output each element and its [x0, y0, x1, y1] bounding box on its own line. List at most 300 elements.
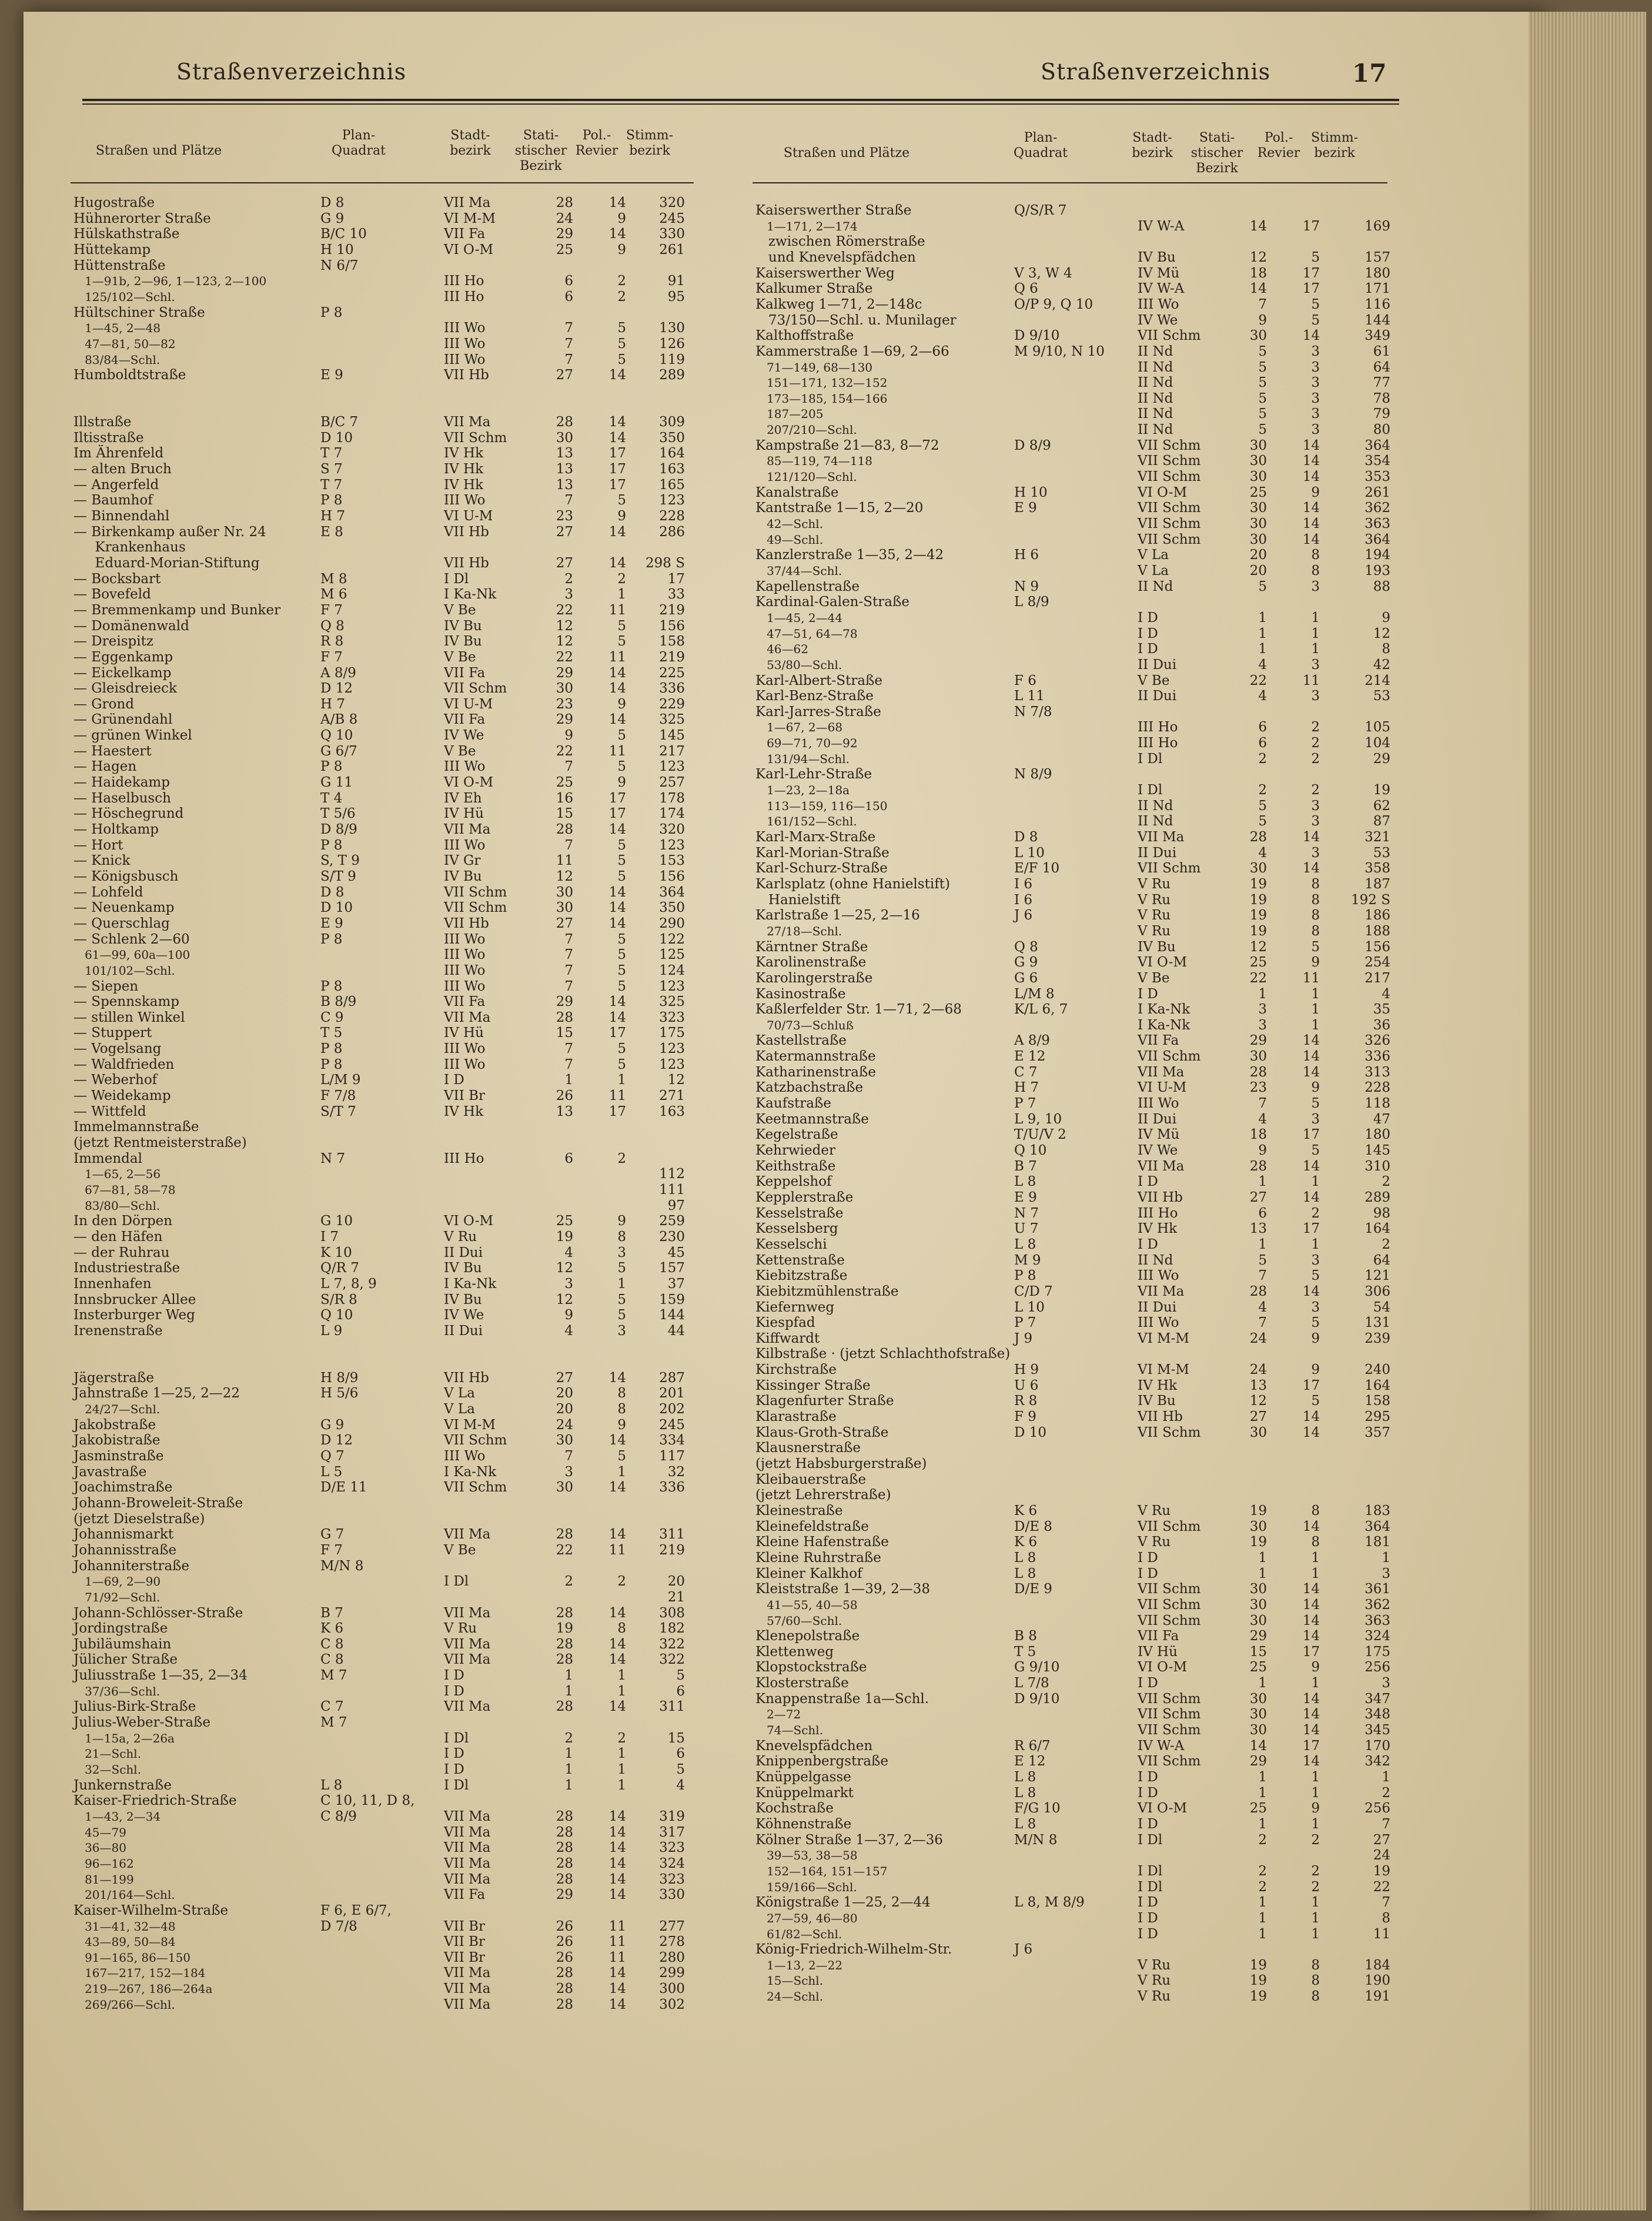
stadtbezirk: V Be [444, 1542, 476, 1558]
statistischer-bezirk: 30 [1249, 1722, 1267, 1738]
street-name: Javastraße [73, 1464, 147, 1480]
pol-revier: 5 [1311, 1268, 1320, 1284]
statistischer-bezirk: 24 [556, 210, 573, 226]
stimmbezirk: 130 [659, 320, 685, 336]
street-name: 269/266—Schl. [73, 1997, 175, 2012]
street-name: Klagenfurter Straße [755, 1393, 894, 1409]
plan-quadrat: L 7/8 [1014, 1675, 1049, 1691]
statistischer-bezirk: 27 [556, 555, 573, 571]
street-name: — stillen Winkel [73, 1009, 185, 1025]
stimmbezirk: 325 [659, 712, 685, 728]
stimmbezirk: 358 [1365, 861, 1390, 877]
statistischer-bezirk: 28 [556, 1636, 573, 1652]
street-name: Kaiserswerther Straße [755, 203, 912, 218]
plan-quadrat: T 5 [1014, 1644, 1036, 1660]
stimmbezirk: 2 [1382, 1785, 1390, 1801]
stadtbezirk: VII Ma [444, 195, 491, 210]
street-name: 70/73—Schluß [755, 1018, 854, 1032]
statistischer-bezirk: 29 [556, 994, 573, 1010]
stadtbezirk: VII Br [444, 1088, 485, 1104]
statistischer-bezirk: 19 [556, 1229, 573, 1245]
pol-revier: 14 [608, 1996, 626, 2012]
street-name: Kaßlerfelder Str. 1—71, 2—68 [755, 1002, 962, 1018]
stadtbezirk: I D [1138, 1816, 1158, 1832]
stimmbezirk: 330 [659, 226, 685, 242]
street-name: 201/164—Schl. [73, 1888, 175, 1902]
street-name: Johanniterstraße [73, 1558, 190, 1574]
stimmbezirk: 363 [1365, 516, 1390, 531]
plan-quadrat: A 8/9 [1014, 1033, 1050, 1049]
statistischer-bezirk: 9 [1258, 312, 1267, 328]
statistischer-bezirk: 15 [556, 806, 573, 822]
street-name: Kilbstraße · (jetzt Schlachthofstraße) [755, 1346, 1011, 1362]
statistischer-bezirk: 27 [556, 1370, 573, 1386]
stadtbezirk: II Nd [1138, 578, 1173, 594]
plan-quadrat: E 8 [320, 524, 343, 540]
street-name: Johann-Broweleit-Straße [73, 1495, 243, 1511]
plan-quadrat: R 8 [1014, 1393, 1038, 1409]
statistischer-bezirk: 25 [1249, 1801, 1267, 1817]
stadtbezirk: III Ho [444, 289, 484, 305]
statistischer-bezirk: 27 [556, 524, 573, 540]
plan-quadrat: N 6/7 [320, 257, 359, 273]
stadtbezirk: VII Hb [444, 524, 489, 540]
stadtbezirk: IV Eh [444, 790, 482, 806]
statistischer-bezirk: 19 [1249, 1957, 1267, 1973]
pol-revier: 3 [1311, 1111, 1320, 1127]
stadtbezirk: VII Hb [444, 915, 489, 931]
street-name: — Waldfrieden [73, 1056, 175, 1072]
stimmbezirk: 298 S [646, 555, 685, 571]
stadtbezirk: II Nd [1138, 359, 1173, 375]
stimmbezirk: 240 [1365, 1362, 1390, 1378]
pol-revier: 14 [1302, 1691, 1320, 1707]
pol-revier: 5 [1311, 312, 1320, 328]
statistischer-bezirk: 3 [1258, 1002, 1267, 1018]
plan-quadrat: E 12 [1014, 1049, 1046, 1065]
pol-revier: 14 [608, 1605, 626, 1621]
pol-revier: 14 [608, 1370, 626, 1386]
stimmbezirk: 191 [1365, 1989, 1390, 2005]
stimmbezirk: 158 [1365, 1393, 1390, 1409]
street-name: 1—45, 2—44 [755, 610, 843, 625]
street-name: Eduard-Morian-Stiftung [73, 555, 260, 571]
statistischer-bezirk: 1 [564, 1746, 573, 1762]
stimmbezirk: 9 [1382, 610, 1390, 626]
statistischer-bezirk: 22 [556, 649, 573, 665]
stadtbezirk: VII Ma [1138, 1158, 1185, 1174]
plan-quadrat: C 8 [320, 1652, 344, 1668]
pol-revier: 14 [608, 1871, 626, 1887]
stimmbezirk: 123 [659, 759, 685, 775]
statistischer-bezirk: 16 [556, 790, 573, 806]
stimmbezirk: 313 [1365, 1064, 1390, 1080]
plan-quadrat: T 5/6 [320, 806, 356, 822]
street-name: Kanalstraße [755, 484, 839, 500]
stimmbezirk: 4 [1382, 986, 1390, 1002]
statistischer-bezirk: 29 [556, 712, 573, 728]
pol-revier: 8 [1311, 876, 1320, 892]
stadtbezirk: IV Hk [444, 477, 484, 493]
stimmbezirk: 163 [659, 1103, 685, 1119]
street-name: 161/152—Schl. [755, 814, 857, 829]
street-name: 125/102—Schl. [73, 289, 175, 304]
statistischer-bezirk: 25 [556, 242, 573, 257]
plan-quadrat: T 7 [320, 477, 343, 493]
statistischer-bezirk: 30 [1249, 453, 1267, 469]
statistischer-bezirk: 19 [1249, 908, 1267, 924]
stimmbezirk: 118 [1365, 1096, 1390, 1112]
plan-quadrat: L 10 [1014, 845, 1045, 861]
stimmbezirk: 201 [659, 1386, 685, 1401]
pol-revier: 1 [617, 587, 626, 603]
plan-quadrat: L 8 [1014, 1816, 1036, 1832]
plan-quadrat: D 8 [320, 195, 345, 210]
pol-revier: 11 [1302, 970, 1320, 986]
stadtbezirk: III Wo [1138, 1268, 1179, 1284]
street-name: 41—55, 40—58 [755, 1597, 858, 1612]
stimmbezirk: 188 [1365, 923, 1390, 939]
statistischer-bezirk: 25 [1249, 484, 1267, 500]
stadtbezirk: IV We [1138, 312, 1178, 328]
street-name: — Angerfeld [73, 477, 159, 493]
pol-revier: 1 [1311, 1566, 1320, 1581]
pol-revier: 9 [617, 509, 626, 524]
stimmbezirk: 64 [1373, 1252, 1390, 1268]
pol-revier: 14 [1302, 1033, 1320, 1049]
stimmbezirk: 309 [659, 414, 685, 430]
pol-revier: 8 [1311, 563, 1320, 578]
pol-revier: 17 [1302, 1127, 1320, 1143]
pol-revier: 1 [1311, 1675, 1320, 1691]
street-name: Jubiläumshain [73, 1636, 172, 1652]
statistischer-bezirk: 3 [1258, 1017, 1267, 1033]
plan-quadrat: V 3, W 4 [1014, 265, 1072, 281]
stimmbezirk: 290 [659, 915, 685, 931]
stimmbezirk: 180 [1365, 265, 1390, 281]
street-name: 45—79 [73, 1825, 126, 1839]
plan-quadrat: F 6, E 6/7, [320, 1902, 392, 1918]
street-name: zwischen Römerstraße [755, 234, 925, 250]
stadtbezirk: II Nd [1138, 390, 1173, 406]
stadtbezirk: I D [1138, 1174, 1158, 1190]
pol-revier: 14 [608, 1808, 626, 1824]
stadtbezirk: IV Hk [1138, 1221, 1178, 1237]
street-name: Kesselstraße [755, 1205, 844, 1221]
stadtbezirk: VII Schm [444, 884, 507, 900]
stimmbezirk: 229 [659, 696, 685, 712]
pol-revier: 9 [1311, 484, 1320, 500]
statistischer-bezirk: 1 [564, 1683, 573, 1699]
statistischer-bezirk: 15 [1249, 1644, 1267, 1660]
statistischer-bezirk: 7 [564, 759, 573, 775]
pol-revier: 2 [1311, 1205, 1320, 1221]
stimmbezirk: 350 [659, 900, 685, 916]
stadtbezirk: I Dl [1138, 782, 1163, 798]
street-name: 31—41, 32—48 [73, 1919, 176, 1934]
statistischer-bezirk: 19 [1249, 923, 1267, 939]
street-name: Kapellenstraße [755, 578, 860, 594]
street-name: Keithstraße [755, 1158, 836, 1174]
street-name: Insterburger Weg [73, 1307, 195, 1323]
pol-revier: 3 [1311, 578, 1320, 594]
statistischer-bezirk: 28 [1249, 1158, 1267, 1174]
pol-revier: 8 [1311, 1503, 1320, 1518]
pol-revier: 14 [1302, 1189, 1320, 1205]
street-name: Karl-Albert-Straße [755, 673, 883, 688]
pol-revier: 1 [1311, 1785, 1320, 1801]
stimmbezirk: 54 [1373, 1299, 1390, 1315]
stadtbezirk: VII Schm [1138, 1581, 1201, 1597]
street-name: Kehrwieder [755, 1143, 835, 1158]
plan-quadrat: I 7 [320, 1229, 339, 1245]
stadtbezirk: VI U-M [444, 509, 493, 524]
stadtbezirk: III Wo [444, 962, 486, 978]
pol-revier: 14 [608, 1652, 626, 1668]
street-name: Kegelstraße [755, 1127, 838, 1143]
header-rule-thin [82, 103, 1399, 105]
stimmbezirk: 350 [659, 430, 685, 446]
plan-quadrat: D 10 [320, 900, 353, 916]
street-name: — alten Bruch [73, 461, 172, 477]
pol-revier: 14 [608, 900, 626, 916]
stadtbezirk: VII Hb [444, 1370, 489, 1386]
statistischer-bezirk: 6 [1258, 720, 1267, 735]
stimmbezirk: 245 [659, 210, 685, 226]
pol-revier: 17 [1302, 265, 1320, 281]
plan-quadrat: K/L 6, 7 [1014, 1002, 1068, 1018]
pol-revier: 2 [617, 273, 626, 289]
statistischer-bezirk: 29 [1249, 1754, 1267, 1770]
pol-revier: 14 [1302, 1581, 1320, 1597]
pol-revier: 14 [1302, 1409, 1320, 1425]
pol-revier: 14 [1302, 1597, 1320, 1613]
street-name: — der Ruhrau [73, 1245, 170, 1260]
stadtbezirk: VII Hb [444, 367, 489, 383]
plan-quadrat: E 9 [320, 915, 343, 931]
street-name: Kiebitzstraße [755, 1268, 848, 1284]
stimmbezirk: 299 [659, 1965, 685, 1981]
stadtbezirk: VII Br [444, 1949, 485, 1965]
stadtbezirk: I D [444, 1668, 464, 1684]
statistischer-bezirk: 1 [564, 1777, 573, 1793]
plan-quadrat: L 8 [1014, 1174, 1036, 1190]
stadtbezirk: IV We [1138, 1143, 1178, 1158]
pol-revier: 17 [608, 1103, 626, 1119]
pol-revier: 17 [608, 461, 626, 477]
statistischer-bezirk: 1 [1258, 986, 1267, 1002]
pol-revier: 14 [1302, 1628, 1320, 1644]
stimmbezirk: 19 [1373, 782, 1390, 798]
pol-revier: 14 [608, 822, 626, 837]
statistischer-bezirk: 22 [1249, 673, 1267, 688]
statistischer-bezirk: 2 [1258, 1832, 1267, 1848]
stimmbezirk: 6 [676, 1683, 685, 1699]
statistischer-bezirk: 9 [564, 728, 573, 744]
statistischer-bezirk: 12 [556, 1292, 573, 1307]
statistischer-bezirk: 5 [1258, 390, 1267, 406]
plan-quadrat: B 7 [1014, 1158, 1037, 1174]
statistischer-bezirk: 29 [556, 1887, 573, 1903]
stimmbezirk: 164 [659, 446, 685, 461]
street-name: 81—199 [73, 1872, 134, 1886]
pol-revier: 14 [608, 195, 626, 210]
statistischer-bezirk: 30 [1249, 469, 1267, 485]
plan-quadrat: E 12 [1014, 1754, 1046, 1770]
plan-quadrat: L 8 [1014, 1566, 1036, 1581]
stadtbezirk: III Wo [1138, 1315, 1179, 1331]
statistischer-bezirk: 6 [1258, 735, 1267, 751]
statistischer-bezirk: 1 [1258, 1910, 1267, 1926]
stimmbezirk: 123 [659, 1056, 685, 1072]
stadtbezirk: I D [1138, 1785, 1158, 1801]
column-header-plan: Plan- Quadrat [332, 128, 386, 158]
plan-quadrat: C 8 [320, 1636, 344, 1652]
street-name: Kaufstraße [755, 1096, 831, 1112]
stadtbezirk: VII Fa [444, 665, 486, 681]
pol-revier: 1 [1311, 1895, 1320, 1911]
plan-quadrat: M 7 [320, 1715, 347, 1731]
street-name: Kantstraße 1—15, 2—20 [755, 500, 924, 516]
plan-quadrat: D 10 [320, 430, 353, 446]
stimmbezirk: 326 [1365, 1033, 1390, 1049]
street-name: 27—59, 46—80 [755, 1911, 858, 1925]
running-head-right: Straßenverzeichnis [1041, 59, 1271, 85]
pol-revier: 14 [608, 1981, 626, 1997]
stimmbezirk: 289 [1365, 1189, 1390, 1205]
street-name: Keetmannstraße [755, 1111, 869, 1127]
stimmbezirk: 194 [1365, 547, 1390, 563]
statistischer-bezirk: 7 [564, 947, 573, 963]
statistischer-bezirk: 1 [1258, 1926, 1267, 1942]
stadtbezirk: II Dui [1138, 1111, 1177, 1127]
plan-quadrat: B/C 10 [320, 226, 367, 242]
stadtbezirk: V Ru [444, 1229, 477, 1245]
stadtbezirk: III Wo [444, 493, 486, 509]
statistischer-bezirk: 24 [1249, 1330, 1267, 1346]
stadtbezirk: III Wo [444, 1056, 486, 1072]
plan-quadrat: P 8 [320, 305, 343, 320]
stadtbezirk: II Dui [1138, 1299, 1177, 1315]
pol-revier: 14 [608, 1636, 626, 1652]
stimmbezirk: 271 [659, 1088, 685, 1104]
stimmbezirk: 259 [659, 1213, 685, 1229]
stadtbezirk: VII Fa [444, 226, 486, 242]
stadtbezirk: VII Br [444, 1934, 485, 1950]
plan-quadrat: I 6 [1014, 876, 1033, 892]
statistischer-bezirk: 27 [1249, 1409, 1267, 1425]
statistischer-bezirk: 30 [1249, 1581, 1267, 1597]
statistischer-bezirk: 30 [556, 884, 573, 900]
pol-revier: 1 [617, 1072, 626, 1088]
stimmbezirk: 119 [659, 352, 685, 367]
statistischer-bezirk: 14 [1249, 218, 1267, 234]
stadtbezirk: VII Ma [444, 1808, 491, 1824]
column-header-stimm: Stimm- bezirk [1310, 131, 1359, 160]
plan-quadrat: P 8 [320, 1041, 343, 1057]
pol-revier: 8 [1311, 1534, 1320, 1550]
street-name: 71—149, 68—130 [755, 360, 873, 374]
plan-quadrat: A/B 8 [320, 712, 358, 728]
plan-quadrat: M 7 [320, 1668, 347, 1684]
stadtbezirk: III Ho [1138, 1205, 1178, 1221]
street-name: Knappenstraße 1a—Schl. [755, 1691, 929, 1707]
stimmbezirk: 219 [659, 602, 685, 618]
statistischer-bezirk: 28 [556, 1605, 573, 1621]
stadtbezirk: I Dl [1138, 751, 1163, 767]
pol-revier: 14 [1302, 1064, 1320, 1080]
stadtbezirk: VII Ma [444, 1699, 491, 1715]
pol-revier: 3 [1311, 406, 1320, 422]
stadtbezirk: VII Schm [1138, 1597, 1201, 1613]
street-name: 37/36—Schl. [73, 1684, 160, 1698]
statistischer-bezirk: 19 [1249, 1989, 1267, 2005]
street-name: Kleiner Kalkhof [755, 1566, 862, 1581]
statistischer-bezirk: 1 [1258, 1566, 1267, 1581]
stadtbezirk: III Wo [444, 352, 486, 367]
statistischer-bezirk: 13 [1249, 1221, 1267, 1237]
street-name: Köhnenstraße [755, 1816, 852, 1832]
street-name: Julius-Weber-Straße [73, 1715, 211, 1731]
street-name: In den Dörpen [73, 1213, 173, 1229]
stadtbezirk: IV Bu [1138, 249, 1176, 265]
statistischer-bezirk: 28 [556, 1855, 573, 1871]
stimmbezirk: 53 [1373, 688, 1390, 704]
pol-revier: 5 [617, 759, 626, 775]
pol-revier: 2 [1311, 1832, 1320, 1848]
statistischer-bezirk: 22 [556, 743, 573, 759]
stimmbezirk: 254 [1365, 955, 1390, 971]
street-name: 131/94—Schl. [755, 751, 850, 766]
pol-revier: 14 [1302, 516, 1320, 531]
plan-quadrat: T/U/V 2 [1014, 1127, 1066, 1143]
stadtbezirk: III Wo [444, 1449, 486, 1464]
plan-quadrat: G 9 [320, 1417, 345, 1433]
pol-revier: 3 [1311, 1252, 1320, 1268]
street-name: Johannismarkt [73, 1527, 174, 1543]
stadtbezirk: V Ru [1138, 892, 1171, 908]
plan-quadrat: L 7, 8, 9 [320, 1276, 377, 1292]
stimmbezirk: 184 [1365, 1957, 1390, 1973]
street-name: Jahnstraße 1—25, 2—22 [73, 1386, 240, 1401]
pol-revier: 5 [617, 1260, 626, 1276]
street-name: Katermannstraße [755, 1049, 876, 1065]
statistischer-bezirk: 30 [1249, 1049, 1267, 1065]
statistischer-bezirk: 19 [556, 1621, 573, 1637]
street-name: 21—Schl. [73, 1747, 142, 1761]
pol-revier: 1 [1311, 1017, 1320, 1033]
stadtbezirk: IV We [444, 728, 484, 744]
stimmbezirk: 348 [1365, 1707, 1390, 1722]
street-name: — Siepen [73, 978, 139, 994]
stadtbezirk: I D [444, 1746, 464, 1762]
stadtbezirk: VI O-M [444, 775, 494, 791]
pol-revier: 14 [1302, 1283, 1320, 1299]
statistischer-bezirk: 28 [556, 822, 573, 837]
stadtbezirk: IV Mü [1138, 265, 1180, 281]
pol-revier: 14 [1302, 1424, 1320, 1440]
stadtbezirk: VII Schm [1138, 1691, 1201, 1707]
street-name: Kampstraße 21—83, 8—72 [755, 437, 939, 453]
plan-quadrat: L 11 [1014, 688, 1045, 704]
pol-revier: 2 [1311, 782, 1320, 798]
pol-revier: 14 [608, 226, 626, 242]
statistischer-bezirk: 5 [1258, 578, 1267, 594]
street-name: Karl-Lehr-Straße [755, 767, 872, 782]
stimmbezirk: 8 [1382, 641, 1390, 657]
pol-revier: 14 [608, 915, 626, 931]
running-head-left: Straßenverzeichnis [176, 59, 407, 85]
